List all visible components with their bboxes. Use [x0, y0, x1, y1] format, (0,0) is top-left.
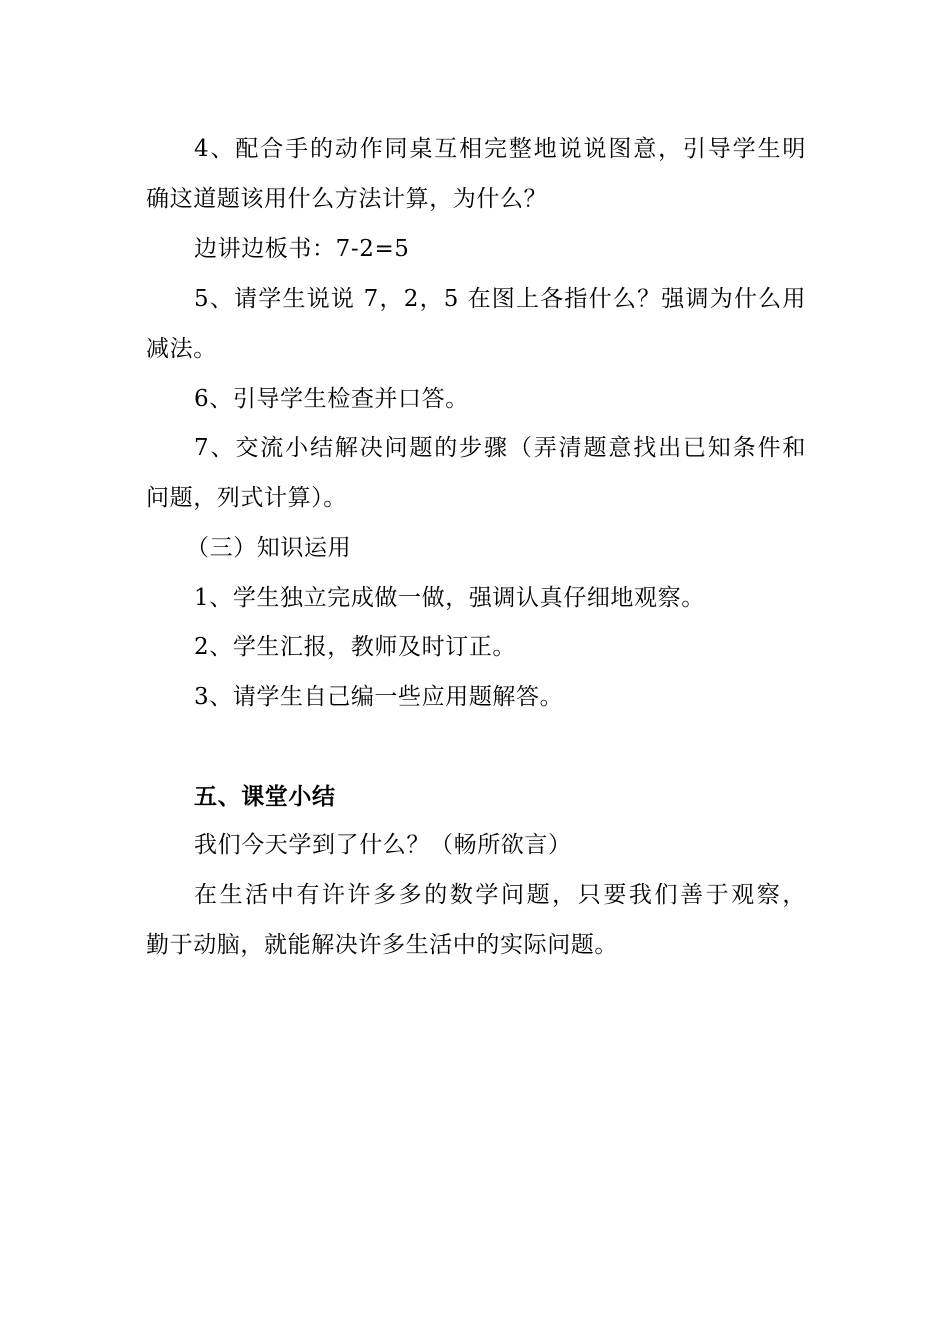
section-3-item-1: 1、学生独立完成做一做，强调认真仔细地观察。: [194, 585, 705, 611]
board-writing: 边讲边板书：7-2=5: [194, 236, 410, 262]
section-3-item-2: 2、学生汇报，教师及时订正。: [194, 634, 517, 660]
paragraph-4-line-1: 4、配合手的动作同桌互相完整地说说图意，引导学生明: [194, 136, 806, 162]
paragraph-5-line-2: 减法。: [146, 336, 217, 362]
summary-question: 我们今天学到了什么？（畅所欲言）: [194, 832, 572, 858]
paragraph-7-line-1: 7、交流小结解决问题的步骤（弄清题意找出已知条件和: [194, 435, 806, 461]
section-3-item-3: 3、请学生自己编一些应用题解答。: [194, 684, 564, 710]
section-5-heading: 五、课堂小结: [194, 783, 336, 810]
section-3-heading: （三）知识运用: [186, 535, 352, 561]
paragraph-5-line-1: 5、请学生说说 7，2，5 在图上各指什么？强调为什么用: [194, 286, 806, 312]
paragraph-6: 6、引导学生检查并口答。: [194, 386, 469, 412]
paragraph-7-line-2: 问题，列式计算）。: [146, 485, 347, 511]
summary-paragraph-line-1: 在生活中有许许多多的数学问题，只要我们善于观察，: [194, 882, 806, 908]
paragraph-4-line-2: 确这道题该用什么方法计算，为什么？: [146, 186, 548, 212]
summary-paragraph-line-2: 勤于动脑，就能解决许多生活中的实际问题。: [146, 932, 618, 958]
